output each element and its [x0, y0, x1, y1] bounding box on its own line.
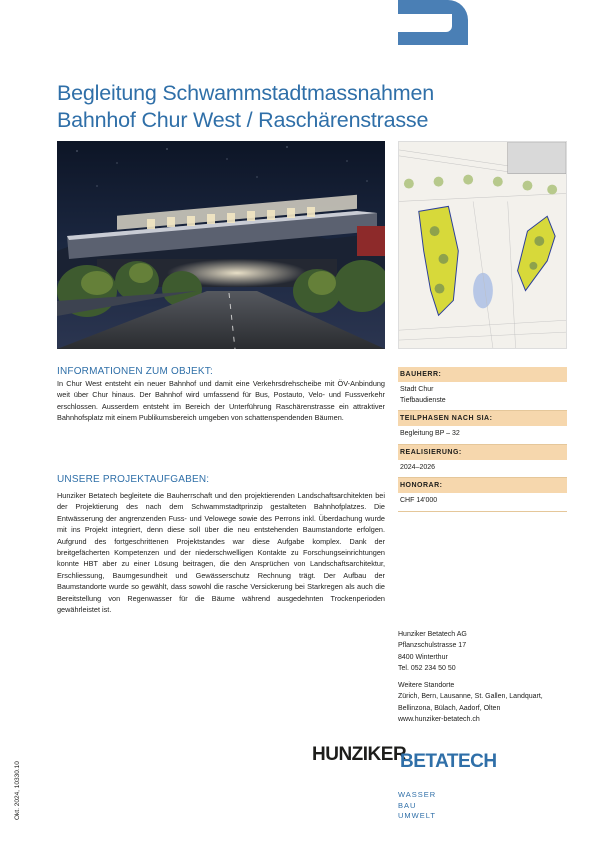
- phases-label: TEILPHASEN NACH SIA:: [398, 411, 567, 426]
- phases-value: Begleitung BP – 32: [398, 426, 567, 445]
- client-label: BAUHERR:: [398, 367, 567, 382]
- tagline: [398, 790, 436, 822]
- locations-line-2: Bellinzona, Bülach, Aadorf, Olten: [398, 704, 501, 712]
- company-logo: [312, 744, 512, 774]
- tagline-environment: UMWELT: [398, 811, 436, 820]
- company-street: Pflanzschulstrasse 17: [398, 642, 467, 650]
- fee-label: HONORAR:: [398, 478, 567, 493]
- fee-value: CHF 14'000: [398, 493, 567, 512]
- website-link[interactable]: www.hunziker-betatech.ch: [398, 716, 480, 724]
- info-heading: INFORMATIONEN ZUM OBJEKT:: [57, 366, 213, 377]
- client-value: [398, 382, 567, 411]
- logo-mark-icon: [398, 0, 468, 45]
- tagline-construction: BAU: [398, 800, 417, 810]
- station-rendering-image: [57, 141, 385, 349]
- logo-text-hunziker: HUNZIKER: [312, 744, 407, 765]
- company-city: 8400 Winterthur: [398, 653, 448, 661]
- tasks-heading: UNSERE PROJEKTAUFGABEN:: [57, 474, 210, 485]
- realisation-label: REALISIERUNG:: [398, 445, 567, 460]
- tasks-text: Hunziker Betatech begleitete die Bauherrschaft und den projektierenden Landschaftsarchitekten bei der Projektierung des nach dem Schwammstadtprinzip gestalteten Bahnhofplatzes. Die Entwässerung der angrenzenden Fuss- und Velowege sowie des Perrons inkl. Überdachung wurde mit ins Projekt integriert, denn diese soll über die neu entstehenden Baumstandorte erfolgen. Aufgrund des fortgeschrittenen Projektstandes war diese Aufgabe komplex. Dank der breitgefächerten Kompetenzen und der niederschwelligen Kontakte zu Forschungseinrichtungen konnte HBT aber zu einer Lösung beitragen, die den Ansprüchen von Landschaftsarchitektur, Erschliessung, Baumgesundheit und Gewässerschutz Rechnung trägt. Der Aufbau der Baumstandorte wurde so gewählt, dass sowohl die rasche Versickerung bei Starkregen als auch die Bereitstellung von Regenwasser für die Bäume während ausgedehnten Trockenperioden gewährleistet ist.: [57, 491, 385, 615]
- client-line-1: Stadt Chur: [400, 386, 434, 393]
- document-id: Okt. 2024, 10330.10: [14, 761, 21, 820]
- locations-line-1: Zürich, Bern, Lausanne, St. Gallen, Landquart,: [398, 693, 543, 701]
- title-line-1: Begleitung Schwammstadtmassnahmen: [57, 81, 435, 105]
- company-phone: Tel. 052 234 50 50: [398, 664, 456, 672]
- locations-label: Weitere Standorte: [398, 682, 455, 690]
- page-title: [57, 80, 497, 134]
- contact-block: [398, 629, 567, 725]
- realisation-value: 2024–2026: [398, 460, 567, 479]
- tagline-water: WASSER: [398, 790, 437, 799]
- title-line-2: Bahnhof Chur West / Raschärenstrasse: [57, 108, 429, 132]
- client-line-2: Tiefbaudienste: [400, 396, 446, 404]
- project-facts-sidebar: [398, 367, 567, 512]
- logo-text-betatech: BETATECH: [400, 751, 497, 772]
- site-plan-image: [398, 141, 567, 349]
- info-text: In Chur West entsteht ein neuer Bahnhof und damit eine Verkehrsdrehscheibe mit ÖV-Anbindung weit über Chur hinaus. Der Bahnhof wird umfassend für Bus, Postauto, Velo- und Fussverkehr erschlossen. Ausserdem entsteht im Bereich der Unterführung Raschärenstrasse ein attraktiver Bahnhofsplatz mit einem Publikumsbereich umgeben von schattenspendenden Bäumen.: [57, 379, 385, 423]
- company-name: Hunziker Betatech AG: [398, 631, 467, 638]
